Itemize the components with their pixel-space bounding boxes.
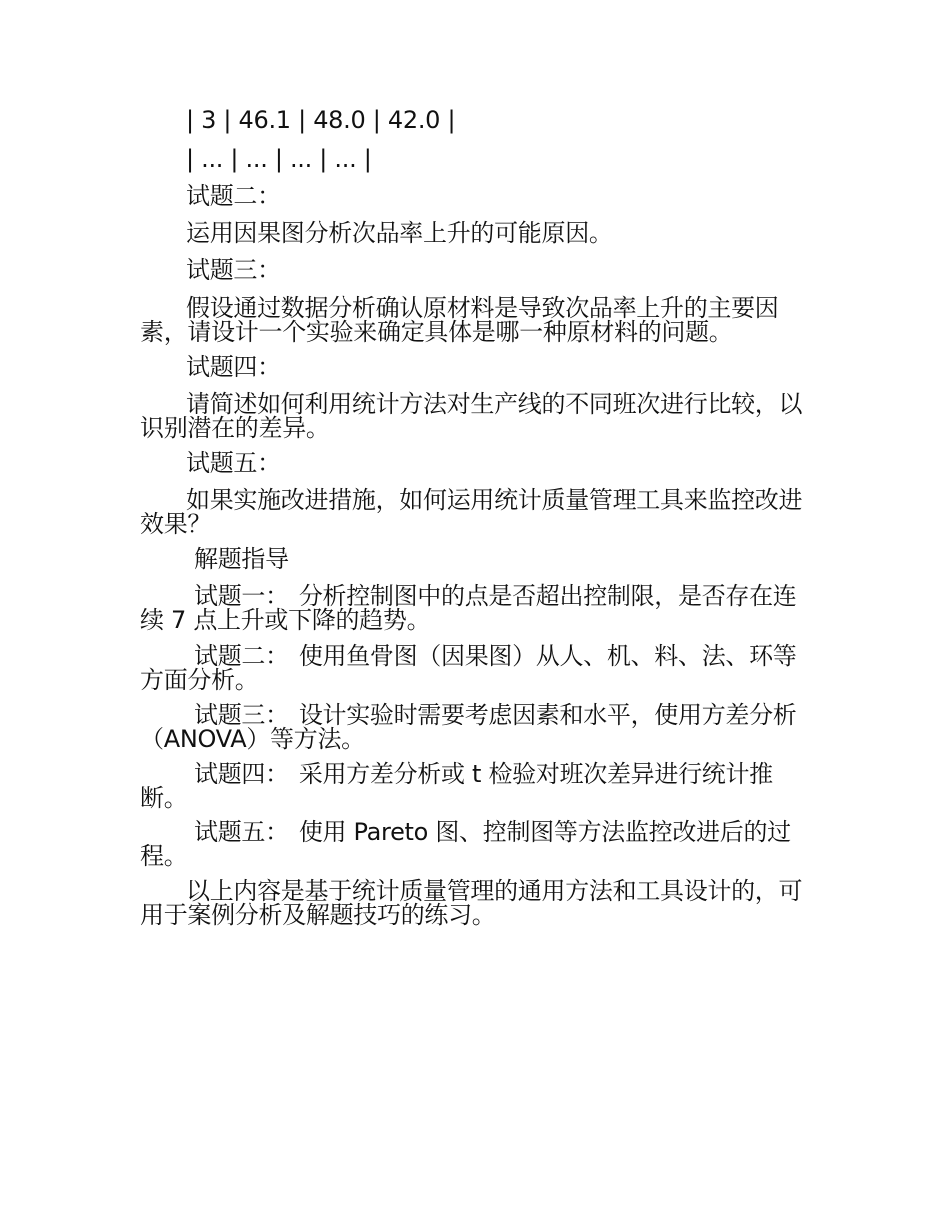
question-text-2: 运用因果图分析次品率上升的可能原因。 <box>186 219 613 247</box>
guide-item-text: 采用方差分析或 t 检验对班次差异进行统计推断。 <box>140 760 773 812</box>
guide-item-text: 设计实验时需要考虑因素和水平，使用方差分析（ANOVA）等方法。 <box>140 701 797 753</box>
question-heading-3: 试题三： <box>186 256 281 284</box>
question-heading-4: 试题四： <box>186 353 281 381</box>
question-heading-2: 试题二： <box>186 182 281 210</box>
guide-item-label: 试题三： <box>194 701 289 729</box>
question-text-3: 假设通过数据分析确认原材料是导致次品率上升的主要因素，请设计一个实验来确定具体是哪一种原材料的问题。 <box>140 294 779 346</box>
guide-item-label: 试题一： <box>194 582 289 610</box>
guide-item-1 <box>140 584 810 632</box>
guide-item-text: 使用鱼骨图（因果图）从人、机、料、法、环等方面分析。 <box>140 642 797 694</box>
guide-item-text: 分析控制图中的点是否超出控制限，是否存在连续 7 点上升或下降的趋势。 <box>140 582 797 634</box>
guide-item-4 <box>140 762 810 810</box>
guide-item-3 <box>140 703 810 751</box>
question-text-5: 如果实施改进措施，如何运用统计质量管理工具来监控改进效果？ <box>140 486 803 538</box>
guide-title: 解题指导 <box>194 545 289 573</box>
conclusion-text: 以上内容是基于统计质量管理的通用方法和工具设计的，可用于案例分析及解题技巧的练习。 <box>140 877 803 929</box>
guide-item-text: 使用 Pareto 图、控制图等方法监控改进后的过程。 <box>140 818 791 870</box>
question-heading-5: 试题五： <box>186 449 281 477</box>
table-row-text: | ... | ... | ... | ... | <box>186 145 372 173</box>
guide-item-label: 试题二： <box>194 642 289 670</box>
guide-item-label: 试题五： <box>194 818 289 846</box>
guide-item-2 <box>140 644 810 692</box>
question-text-4: 请简述如何利用统计方法对生产线的不同班次进行比较，以识别潜在的差异。 <box>140 390 803 442</box>
guide-item-5 <box>140 820 810 868</box>
table-row-text: | 3 | 46.1 | 48.0 | 42.0 | <box>186 106 456 134</box>
guide-item-label: 试题四： <box>194 760 289 788</box>
